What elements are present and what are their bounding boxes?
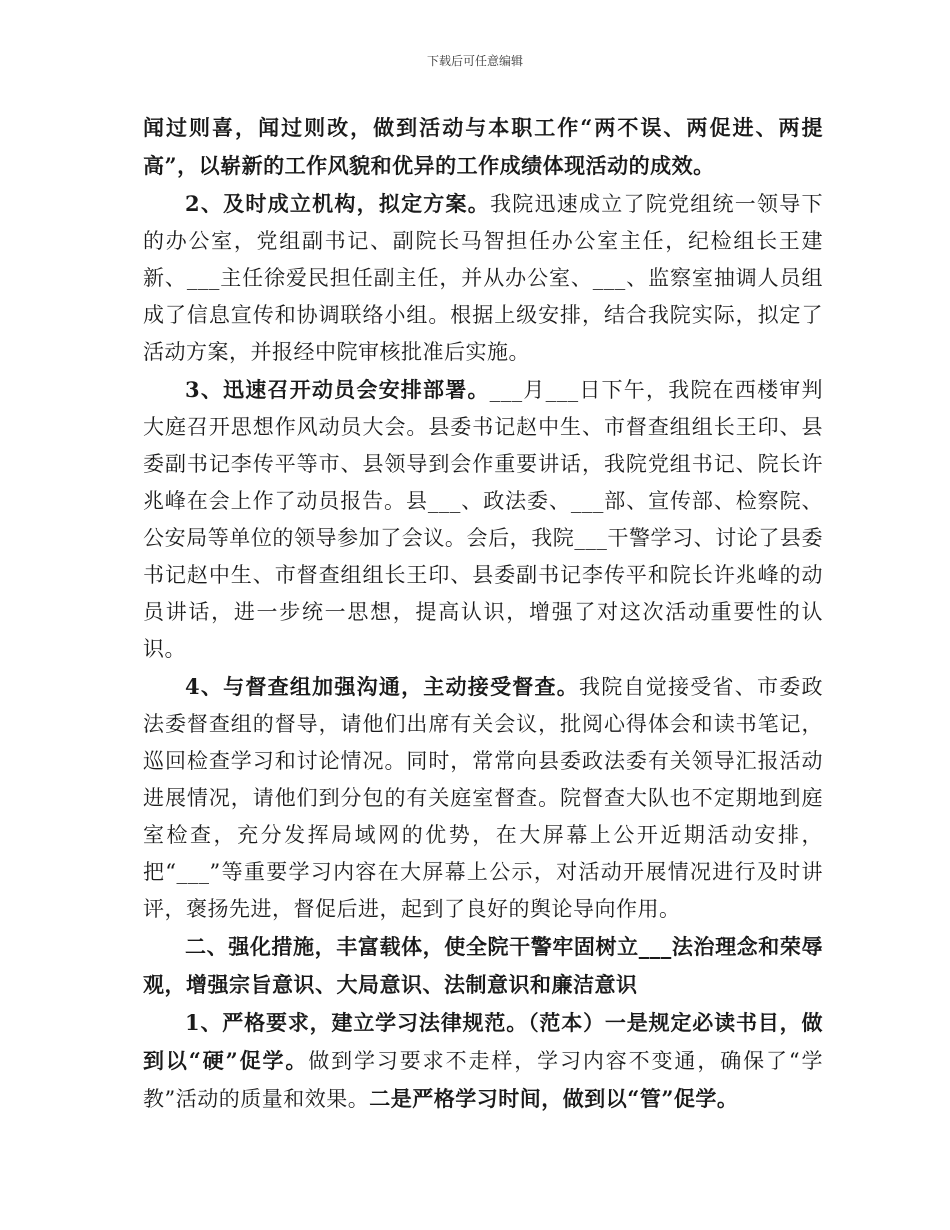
paragraph-1-bold: 闻过则喜，闻过则改，做到活动与本职工作“两不误、两促进、两提高”，以崭新的工作风貌和优异的工作成绩体现活动的成效。 [143, 115, 823, 178]
paragraph-3-text: ___月___日下午，我院在西楼审判大庭召开思想作风动员大会。县委书记赵中生、市督查组组长王印、县委副书记李传平等市、县领导到会作重要讲话，我院党组书记、院长许兆峰在会上作了动员报告。县___、政法委、___部、宣传部、检察院、公安局等单位的领导参加了会议。会后，我院___干警学习、讨论了县委书记赵中生、市督查组组长王印、县委副书记李传平和院长许兆峰的动员讲话，进一步统一思想，提高认识，增强了对这次活动重要性的认识。 [143, 378, 823, 661]
paragraph-6-heading: 1、严格要求，建立学习法律规范。（范本）一是规定必读书目，做到以“硬”促学。 [143, 1010, 823, 1073]
paragraph-4 [143, 668, 823, 928]
page-header-note: 下载后可任意编辑 [426, 54, 523, 68]
document-body [143, 109, 823, 1118]
paragraph-3 [143, 371, 823, 668]
paragraph-2-text: 我院迅速成立了院党组统一领导下的办公室，党组副书记、副院长马智担任办公室主任，纪检组长王建新、___主任徐爱民担任副主任，并从办公室、___、监察室抽调人员组成了信息宣传和协调联络小组。根据上级安排，结合我院实际，拟定了活动方案，并报经中院审核批准后实施。 [143, 192, 823, 364]
section-heading-2-text: 二、强化措施，丰富载体，使全院干警牢固树立___法治理念和荣辱观，增强宗旨意识、大局意识、法制意识和廉洁意识 [143, 934, 823, 997]
paragraph-6 [143, 1004, 823, 1118]
paragraph-6-text: 做到学习要求不走样，学习内容不变通，确保了“学教”活动的质量和效果。 [143, 1049, 823, 1111]
paragraph-2 [143, 185, 823, 371]
section-heading-2 [143, 928, 823, 1004]
paragraph-2-heading: 2、及时成立机构，拟定方案。 [185, 191, 491, 216]
paragraph-4-heading: 4、与督查组加强沟通，主动接受督查。 [185, 674, 580, 699]
paragraph-6-heading-2: 二是严格学习时间，做到以“管”促学。 [369, 1086, 739, 1111]
paragraph-4-text: 我院自觉接受省、市委政法委督查组的督导，请他们出席有关会议，批阅心得体会和读书笔记，巡回检查学习和讨论情况。同时，常常向县委政法委有关领导汇报活动进展情况，请他们到分包的有关庭室督查。院督查大队也不定期地到庭室检查，充分发挥局域网的优势，在大屏幕上公开近期活动安排，把“___”等重要学习内容在大屏幕上公示，对活动开展情况进行及时讲评，褒扬先进，督促后进，起到了良好的舆论导向作用。 [143, 675, 823, 921]
paragraph-1 [143, 109, 823, 185]
paragraph-3-heading: 3、迅速召开动员会安排部署。 [185, 377, 490, 402]
